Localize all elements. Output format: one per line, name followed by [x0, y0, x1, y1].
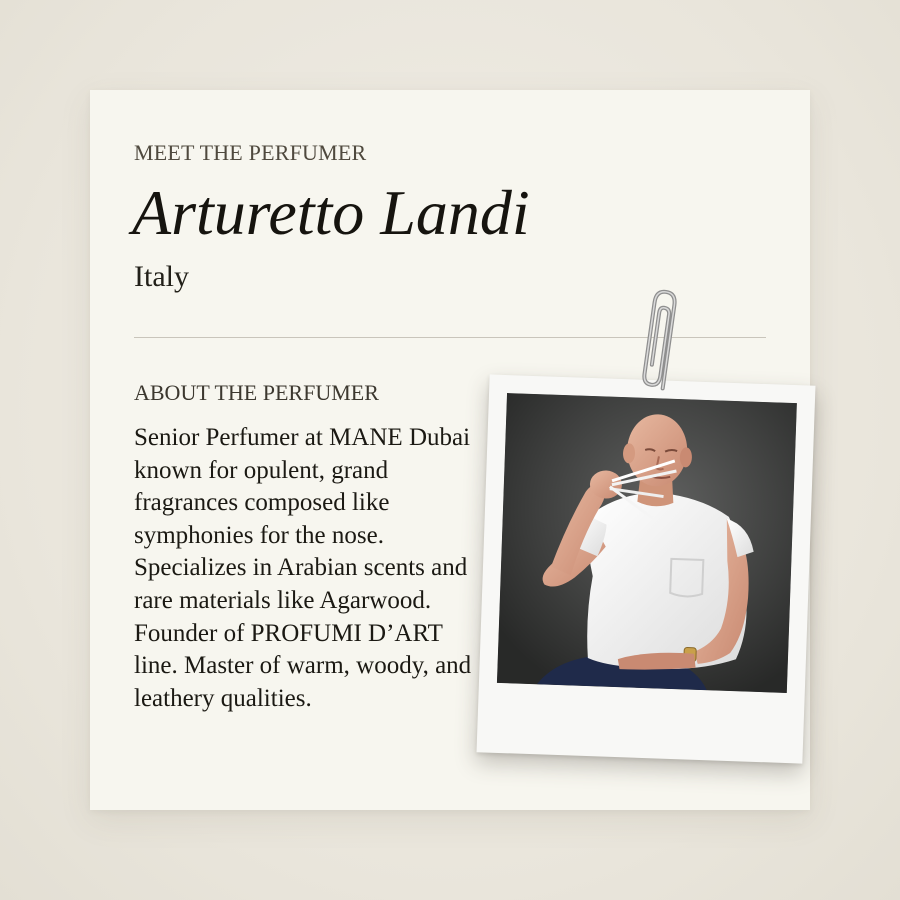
perfumer-photo: [497, 393, 797, 693]
perfumer-card: [90, 90, 810, 810]
perfumer-name: Arturetto Landi: [132, 177, 530, 248]
perfumer-origin: Italy: [134, 260, 189, 293]
about-heading: ABOUT THE PERFUMER: [134, 380, 379, 405]
perfumer-bio: Senior Perfumer at MANE Dubai known for opulent, grand fragrances composed like symphonies for the nose. Specializes in Arabian scents and rare materials like Agarwood. Founder of PROFUMI D’ART line. Master of warm, woody, and leathery qualities.: [134, 424, 472, 712]
section-eyebrow: MEET THE PERFUMER: [134, 140, 367, 165]
polaroid-frame: [477, 374, 816, 763]
perfumer-portrait-illustration: [497, 393, 797, 693]
